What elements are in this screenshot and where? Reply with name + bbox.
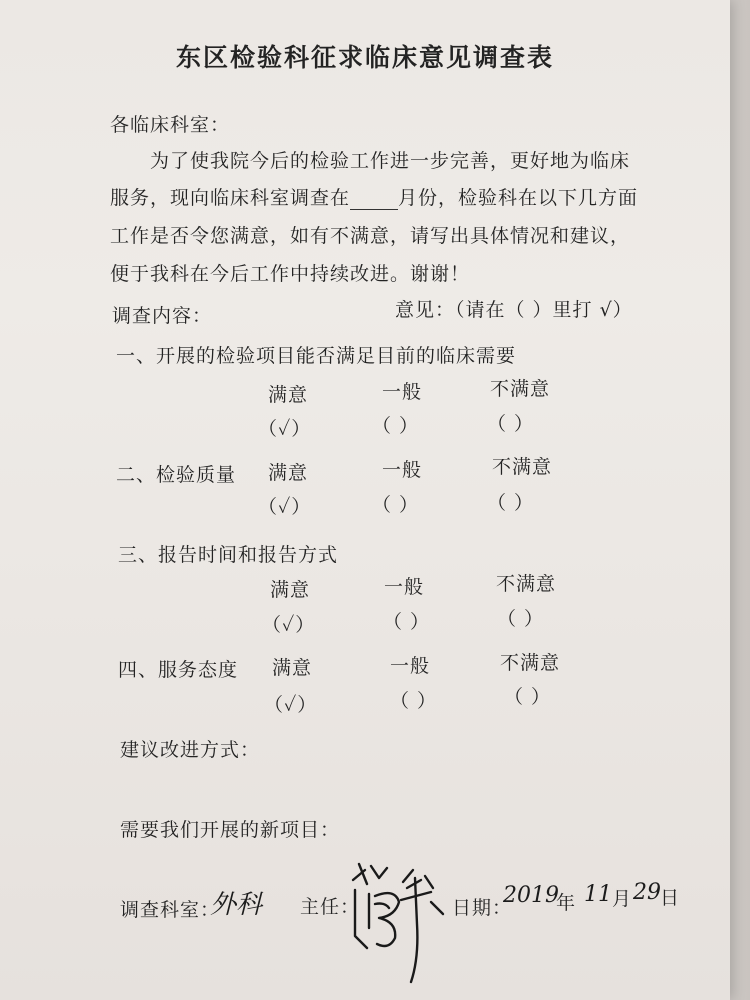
date-month: 11 <box>584 882 612 907</box>
section-1-option-unsatisfied: 不满意 <box>490 378 551 400</box>
suggestions-label: 建议改进方式： <box>120 739 261 761</box>
month-blank <box>350 191 398 210</box>
section-2-mark-unsatisfied: （ ） <box>487 492 535 514</box>
date-day-unit: 日 <box>660 887 681 909</box>
survey-label: 调查内容： <box>112 305 213 327</box>
director-label: 主任： <box>300 896 361 918</box>
section-3-mark-unsatisfied: （ ） <box>497 608 545 630</box>
section-2-mark-average: （ ） <box>372 494 420 516</box>
section-4-option-satisfied: 满意 <box>272 657 313 679</box>
date-year-unit: 年 <box>556 892 577 914</box>
section-3-option-average: 一般 <box>384 576 425 598</box>
date-month-unit: 月 <box>612 888 633 910</box>
director-signature <box>345 858 455 988</box>
intro-line-1: 为了使我院今后的检验工作进一步完善，更好地为临床 <box>150 150 631 172</box>
section-2-option-unsatisfied: 不满意 <box>492 456 553 478</box>
section-3-mark-average: （ ） <box>383 611 431 633</box>
section-1-option-satisfied: 满意 <box>268 384 309 406</box>
section-1-heading: 一、开展的检验项目能否满足目前的临床需要 <box>116 345 517 367</box>
section-4-mark-unsatisfied: （ ） <box>504 686 552 708</box>
date-year: 2019 <box>503 883 559 908</box>
section-4-option-average: 一般 <box>390 655 431 677</box>
section-3-option-unsatisfied: 不满意 <box>496 573 557 595</box>
section-2-mark-satisfied: （✓） <box>258 496 312 518</box>
section-4-mark-satisfied: （✓） <box>264 694 318 716</box>
intro-line-2 <box>110 183 638 210</box>
section-4-option-unsatisfied: 不满意 <box>500 652 561 674</box>
section-4-mark-average: （ ） <box>390 690 438 712</box>
dept-label: 调查科室： <box>120 899 221 921</box>
intro-line-2-after: 月份，检验科在以下几方面 <box>398 187 639 209</box>
section-4-heading: 四、服务态度 <box>118 659 239 681</box>
intro-line-3: 工作是否令您满意，如有不满意，请写出具体情况和建议， <box>110 225 631 247</box>
opinion-label: 意见：（请在（ ）里打 √） <box>395 299 633 321</box>
section-3-option-satisfied: 满意 <box>270 579 311 601</box>
section-2-option-average: 一般 <box>382 459 423 481</box>
intro-line-2-before: 服务，现向临床科室调查在 <box>110 187 351 209</box>
section-1-mark-unsatisfied: （ ） <box>487 413 535 435</box>
section-2-option-satisfied: 满意 <box>268 462 309 484</box>
section-3-mark-satisfied: （✓） <box>262 614 316 636</box>
date-label: 日期： <box>452 897 513 919</box>
date-day: 29 <box>633 880 661 905</box>
new-items-label: 需要我们开展的新项目： <box>120 819 341 841</box>
section-1-mark-average: （ ） <box>372 415 420 437</box>
salutation: 各临床科室： <box>110 114 231 136</box>
document-title: 东区检验科征求临床意见调查表 <box>175 43 554 72</box>
section-2-heading: 二、检验质量 <box>116 464 237 486</box>
section-1-mark-satisfied: （✓） <box>258 418 312 440</box>
section-3-heading: 三、报告时间和报告方式 <box>118 544 339 566</box>
dept-value: 外科 <box>210 890 263 920</box>
intro-line-4: 便于我科在今后工作中持续改进。谢谢！ <box>110 263 471 285</box>
section-1-option-average: 一般 <box>382 381 423 403</box>
